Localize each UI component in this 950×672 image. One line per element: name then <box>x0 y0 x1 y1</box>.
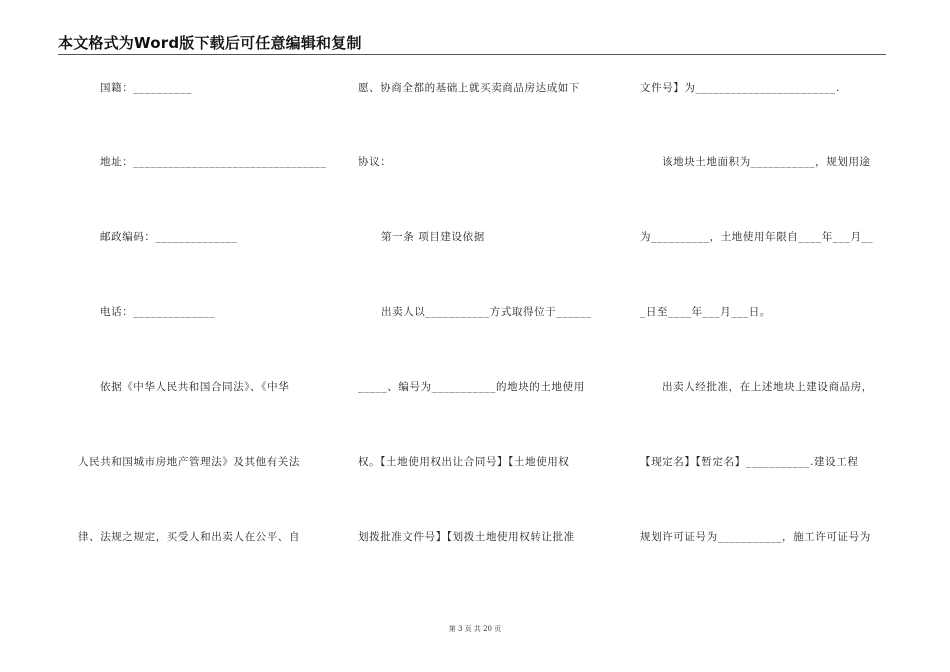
text-line: 地址：_________________________________ <box>100 156 327 168</box>
text-line: 为__________，土地使用年限自____年___月__ <box>640 231 874 243</box>
text-line: 邮政编码：______________ <box>100 231 238 243</box>
page-header <box>58 32 886 55</box>
header-title: 本文格式为Word版下载后可任意编辑和复制 <box>58 34 362 52</box>
page-number-footer: 第 3 页 共 20 页 <box>448 625 502 633</box>
text-line: 律、法规之规定，买受人和出卖人在公平、自 <box>78 531 300 543</box>
text-line: 划拨批准文件号】【划拨土地使用权转让批准 <box>358 531 575 543</box>
text-line: _日至____年___月___日。 <box>640 306 771 318</box>
text-line: 国籍：__________ <box>100 82 192 94</box>
text-line: 该地块土地面积为___________，规划用途 <box>662 156 871 168</box>
text-line: 协议： <box>358 156 392 168</box>
text-line: 规划许可证号为___________，施工许可证号为 <box>640 531 871 543</box>
text-line: 【现定名】【暂定名】___________.建设工程 <box>640 456 859 468</box>
text-line: 愿、协商全都的基础上就买卖商品房达成如下 <box>358 82 580 94</box>
text-line: 电话：______________ <box>100 306 216 318</box>
text-line: 人民共和国城市房地产管理法》及其他有关法 <box>78 456 300 468</box>
text-line: 第一条 项目建设依据 <box>381 231 485 243</box>
text-line: _____、编号为___________的地块的土地使用 <box>358 381 585 393</box>
text-line: 权。【土地使用权出让合同号】【土地使用权 <box>358 456 570 468</box>
text-line: 依据《中华人民共和国合同法》、《中华 <box>100 381 290 393</box>
text-line: 出卖人以___________方式取得位于______ <box>381 306 592 318</box>
text-line: 文件号】为________________________. <box>640 82 840 94</box>
text-line: 出卖人经批准，在上述地块上建设商品房， <box>662 381 873 393</box>
